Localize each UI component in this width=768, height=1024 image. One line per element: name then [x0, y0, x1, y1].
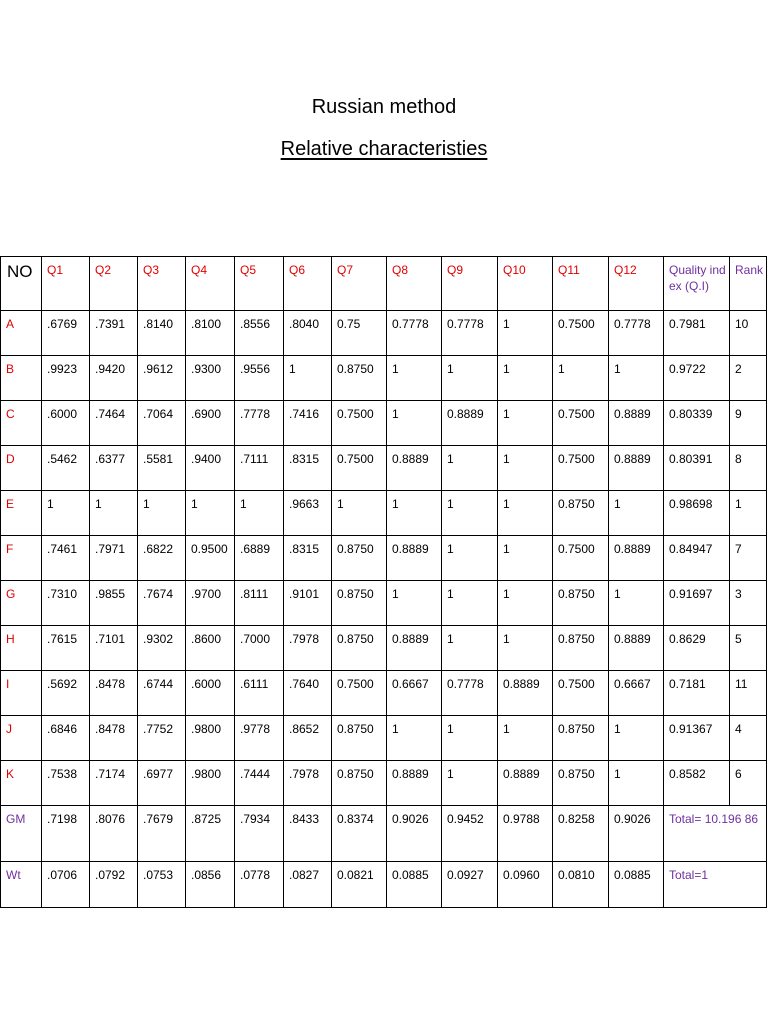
rank-cell: 6 [730, 761, 767, 806]
wt-row [1, 862, 767, 908]
value-cell: .5692 [42, 671, 90, 716]
quality-index-cell: 0.9722 [664, 356, 730, 401]
page-subtitle [0, 137, 768, 161]
value-cell: .7978 [284, 761, 332, 806]
rank-cell: 11 [730, 671, 767, 716]
value-cell: 0.8750 [332, 626, 387, 671]
value-cell: 1 [498, 536, 553, 581]
value-cell: 1 [387, 716, 442, 761]
value-cell: 0.7500 [332, 446, 387, 491]
value-cell: 1 [498, 626, 553, 671]
rank-cell: 8 [730, 446, 767, 491]
value-cell: 0.8889 [387, 446, 442, 491]
table-row [1, 311, 767, 356]
rank-cell: 4 [730, 716, 767, 761]
value-cell: .7111 [235, 446, 284, 491]
value-cell: 1 [442, 356, 498, 401]
value-cell: 1 [332, 491, 387, 536]
value-cell: 0.8374 [332, 806, 387, 862]
header-q5: Q5 [235, 257, 284, 311]
value-cell: .6377 [90, 446, 138, 491]
value-cell: 0.0960 [498, 862, 553, 908]
value-cell: 1 [609, 581, 664, 626]
value-cell: 0.8889 [498, 671, 553, 716]
value-cell: 0.8889 [609, 536, 664, 581]
value-cell: .7640 [284, 671, 332, 716]
value-cell: .7934 [235, 806, 284, 862]
table-row [1, 356, 767, 401]
rank-cell: 2 [730, 356, 767, 401]
header-rank: Rank [730, 257, 767, 311]
value-cell: .7778 [235, 401, 284, 446]
value-cell: .7461 [42, 536, 90, 581]
value-cell: .6111 [235, 671, 284, 716]
row-id: F [1, 536, 42, 581]
value-cell: 0.8889 [609, 446, 664, 491]
value-cell: .7538 [42, 761, 90, 806]
subtitle-text: Relative characteristies [280, 138, 488, 160]
value-cell: .6822 [138, 536, 186, 581]
quality-index-cell: 0.80391 [664, 446, 730, 491]
value-cell: .9778 [235, 716, 284, 761]
value-cell: 0.6667 [609, 671, 664, 716]
quality-index-cell: 0.7181 [664, 671, 730, 716]
value-cell: 0.7500 [553, 446, 609, 491]
table-row [1, 716, 767, 761]
value-cell: .7971 [90, 536, 138, 581]
value-cell: .6000 [42, 401, 90, 446]
value-cell: 0.9500 [186, 536, 235, 581]
value-cell: .6846 [42, 716, 90, 761]
header-q1: Q1 [42, 257, 90, 311]
value-cell: 1 [609, 491, 664, 536]
value-cell: 0.7500 [553, 401, 609, 446]
value-cell: 0.7500 [553, 536, 609, 581]
row-id: H [1, 626, 42, 671]
value-cell: 0.9788 [498, 806, 553, 862]
row-id: C [1, 401, 42, 446]
row-id: D [1, 446, 42, 491]
results-table [0, 256, 767, 908]
value-cell: 1 [442, 581, 498, 626]
header-q3: Q3 [138, 257, 186, 311]
value-cell: .9556 [235, 356, 284, 401]
value-cell: .0856 [186, 862, 235, 908]
value-cell: 0.0821 [332, 862, 387, 908]
table-row [1, 626, 767, 671]
value-cell: 1 [138, 491, 186, 536]
quality-index-cell: 0.91697 [664, 581, 730, 626]
header-q8: Q8 [387, 257, 442, 311]
value-cell: .7615 [42, 626, 90, 671]
value-cell: 0.7778 [609, 311, 664, 356]
value-cell: .8315 [284, 446, 332, 491]
rank-cell: 7 [730, 536, 767, 581]
value-cell: 0.8889 [442, 401, 498, 446]
value-cell: .9101 [284, 581, 332, 626]
value-cell: 1 [609, 716, 664, 761]
value-cell: 1 [284, 356, 332, 401]
header-q11: Q11 [553, 257, 609, 311]
value-cell: .7174 [90, 761, 138, 806]
value-cell: .6977 [138, 761, 186, 806]
value-cell: .5462 [42, 446, 90, 491]
value-cell: .9800 [186, 761, 235, 806]
value-cell: .6769 [42, 311, 90, 356]
table-row [1, 536, 767, 581]
value-cell: 0.0885 [609, 862, 664, 908]
value-cell: .6889 [235, 536, 284, 581]
value-cell: 1 [387, 356, 442, 401]
wt-total: Total=1 [664, 862, 767, 908]
value-cell: .7752 [138, 716, 186, 761]
table-row [1, 581, 767, 626]
header-q10: Q10 [498, 257, 553, 311]
table-row [1, 446, 767, 491]
rank-cell: 3 [730, 581, 767, 626]
value-cell: 1 [186, 491, 235, 536]
value-cell: 1 [442, 626, 498, 671]
value-cell: 0.8750 [553, 491, 609, 536]
value-cell: .8478 [90, 671, 138, 716]
value-cell: 0.7778 [387, 311, 442, 356]
value-cell: 1 [498, 356, 553, 401]
value-cell: 1 [387, 581, 442, 626]
value-cell: 1 [498, 446, 553, 491]
value-cell: .7101 [90, 626, 138, 671]
value-cell: 0.9452 [442, 806, 498, 862]
value-cell: .7679 [138, 806, 186, 862]
table-row [1, 671, 767, 716]
value-cell: .9800 [186, 716, 235, 761]
value-cell: 0.75 [332, 311, 387, 356]
value-cell: 0.7778 [442, 311, 498, 356]
value-cell: .0753 [138, 862, 186, 908]
value-cell: 1 [42, 491, 90, 536]
value-cell: .8100 [186, 311, 235, 356]
value-cell: 0.0810 [553, 862, 609, 908]
value-cell: 0.8889 [609, 401, 664, 446]
value-cell: 0.8258 [553, 806, 609, 862]
quality-index-cell: 0.8629 [664, 626, 730, 671]
value-cell: .8140 [138, 311, 186, 356]
value-cell: 1 [498, 491, 553, 536]
value-cell: .7674 [138, 581, 186, 626]
value-cell: 1 [442, 536, 498, 581]
value-cell: 1 [387, 491, 442, 536]
quality-index-cell: 0.8582 [664, 761, 730, 806]
value-cell: .9420 [90, 356, 138, 401]
quality-index-cell: 0.80339 [664, 401, 730, 446]
gm-total: Total= 10.196 86 [664, 806, 767, 862]
value-cell: .8725 [186, 806, 235, 862]
value-cell: .8111 [235, 581, 284, 626]
value-cell: .9612 [138, 356, 186, 401]
value-cell: 1 [498, 401, 553, 446]
value-cell: 1 [609, 761, 664, 806]
row-id: A [1, 311, 42, 356]
value-cell: 0.8889 [387, 761, 442, 806]
value-cell: 1 [498, 716, 553, 761]
value-cell: 0.8889 [609, 626, 664, 671]
value-cell: .7416 [284, 401, 332, 446]
quality-index-cell: 0.7981 [664, 311, 730, 356]
value-cell: .8600 [186, 626, 235, 671]
value-cell: 0.9026 [387, 806, 442, 862]
value-cell: 1 [442, 446, 498, 491]
value-cell: .6000 [186, 671, 235, 716]
value-cell: 1 [90, 491, 138, 536]
gm-row [1, 806, 767, 862]
value-cell: 1 [498, 581, 553, 626]
value-cell: .6744 [138, 671, 186, 716]
value-cell: 0.7778 [442, 671, 498, 716]
header-q6: Q6 [284, 257, 332, 311]
row-id: J [1, 716, 42, 761]
value-cell: .6900 [186, 401, 235, 446]
value-cell: 1 [442, 761, 498, 806]
row-id: K [1, 761, 42, 806]
value-cell: 1 [498, 311, 553, 356]
value-cell: .9855 [90, 581, 138, 626]
value-cell: 0.8750 [553, 761, 609, 806]
value-cell: 0.6667 [387, 671, 442, 716]
row-id: E [1, 491, 42, 536]
value-cell: .7000 [235, 626, 284, 671]
value-cell: .7064 [138, 401, 186, 446]
value-cell: .0706 [42, 862, 90, 908]
rank-cell: 5 [730, 626, 767, 671]
row-id: B [1, 356, 42, 401]
value-cell: 0.9026 [609, 806, 664, 862]
rank-cell: 1 [730, 491, 767, 536]
value-cell: .8556 [235, 311, 284, 356]
header-q12: Q12 [609, 257, 664, 311]
value-cell: 0.7500 [332, 401, 387, 446]
header-q4: Q4 [186, 257, 235, 311]
header-quality-index: Quality index (Q.I) [664, 257, 730, 311]
value-cell: .9300 [186, 356, 235, 401]
value-cell: 0.8750 [332, 536, 387, 581]
value-cell: 0.0927 [442, 862, 498, 908]
header-q9: Q9 [442, 257, 498, 311]
value-cell: .7310 [42, 581, 90, 626]
value-cell: 0.8750 [332, 716, 387, 761]
value-cell: .7978 [284, 626, 332, 671]
header-q7: Q7 [332, 257, 387, 311]
quality-index-cell: 0.91367 [664, 716, 730, 761]
value-cell: .0792 [90, 862, 138, 908]
value-cell: .5581 [138, 446, 186, 491]
value-cell: .7464 [90, 401, 138, 446]
value-cell: 0.8750 [332, 356, 387, 401]
value-cell: .7391 [90, 311, 138, 356]
value-cell: 1 [442, 716, 498, 761]
table-row [1, 761, 767, 806]
header-row [1, 257, 767, 311]
value-cell: .8478 [90, 716, 138, 761]
value-cell: 1 [609, 356, 664, 401]
value-cell: 0.8750 [332, 761, 387, 806]
value-cell: 1 [442, 491, 498, 536]
value-cell: 0.8889 [387, 536, 442, 581]
value-cell: .8652 [284, 716, 332, 761]
value-cell: .8040 [284, 311, 332, 356]
rank-cell: 9 [730, 401, 767, 446]
value-cell: 0.8750 [553, 716, 609, 761]
quality-index-cell: 0.98698 [664, 491, 730, 536]
value-cell: 0.7500 [332, 671, 387, 716]
value-cell: .7444 [235, 761, 284, 806]
page-title: Russian method [311, 96, 457, 118]
value-cell: .8315 [284, 536, 332, 581]
value-cell: 0.7500 [553, 671, 609, 716]
value-cell: 0.0885 [387, 862, 442, 908]
row-id: I [1, 671, 42, 716]
value-cell: .9923 [42, 356, 90, 401]
rank-cell: 10 [730, 311, 767, 356]
value-cell: 0.8750 [332, 581, 387, 626]
value-cell: 1 [553, 356, 609, 401]
value-cell: 0.8889 [498, 761, 553, 806]
table-row [1, 491, 767, 536]
gm-label: GM [1, 806, 42, 862]
value-cell: 0.7500 [553, 311, 609, 356]
row-id: G [1, 581, 42, 626]
table-row [1, 401, 767, 446]
value-cell: .9302 [138, 626, 186, 671]
header-no: NO [1, 257, 42, 311]
value-cell: 1 [387, 401, 442, 446]
value-cell: 0.8750 [553, 581, 609, 626]
header-q2: Q2 [90, 257, 138, 311]
value-cell: .8433 [284, 806, 332, 862]
value-cell: .9400 [186, 446, 235, 491]
value-cell: .8076 [90, 806, 138, 862]
value-cell: 0.8750 [553, 626, 609, 671]
wt-label: Wt [1, 862, 42, 908]
value-cell: .0778 [235, 862, 284, 908]
value-cell: .9663 [284, 491, 332, 536]
value-cell: .7198 [42, 806, 90, 862]
quality-index-cell: 0.84947 [664, 536, 730, 581]
value-cell: 0.8889 [387, 626, 442, 671]
value-cell: .0827 [284, 862, 332, 908]
value-cell: 1 [235, 491, 284, 536]
value-cell: .9700 [186, 581, 235, 626]
